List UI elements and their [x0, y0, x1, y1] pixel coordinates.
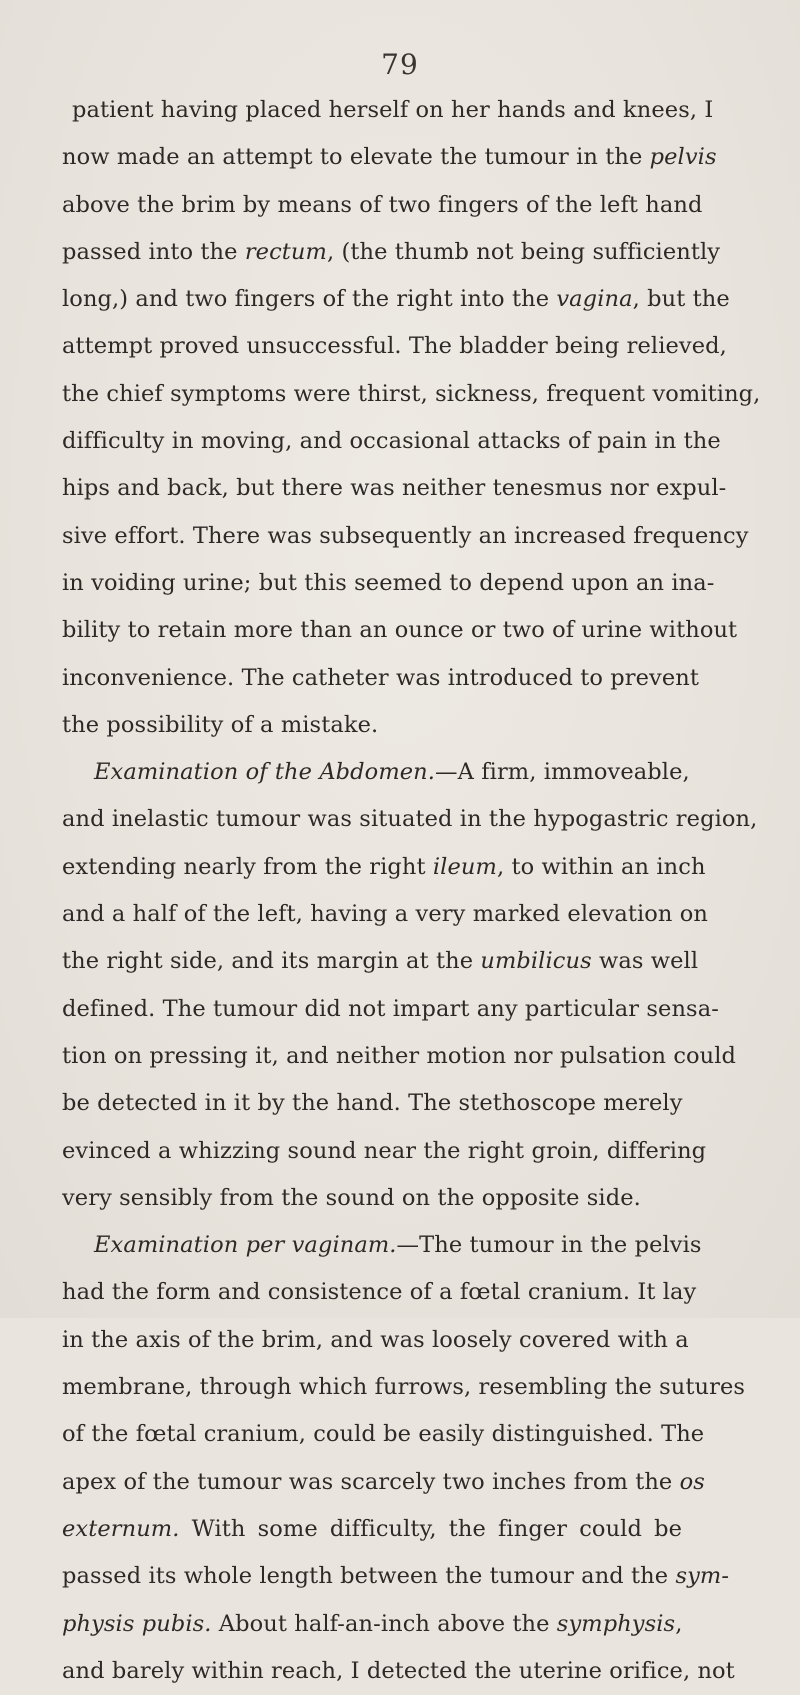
text-line: [62, 607, 738, 654]
text-line: [62, 655, 700, 702]
italic-text: vagina: [556, 286, 633, 313]
text-line: [62, 418, 721, 465]
text-line: [62, 702, 682, 749]
text-line: [62, 1317, 689, 1364]
italic-text: os: [679, 1468, 705, 1495]
italic-text: Examination of the Abdomen.: [94, 759, 436, 786]
text-segment: , to within an inch: [496, 853, 706, 880]
text-segment: hips and back, but there was neither tenesmus nor expul-: [62, 475, 727, 502]
text-line: [62, 1269, 697, 1316]
text-segment: in the axis of the brim, and was loosely covered with a: [62, 1326, 689, 1353]
text-line: [62, 229, 721, 276]
text-line: [62, 1459, 705, 1506]
text-segment: and inelastic tumour was situated in the hypogastric region,: [62, 806, 758, 833]
text-segment: the possibility of a mistake.: [62, 711, 379, 738]
text-segment: With some difficulty, the finger could be: [179, 1515, 682, 1542]
text-line: [62, 87, 714, 134]
text-segment: of the fœtal cranium, could be easily distinguished. The: [62, 1421, 705, 1448]
text-line: [62, 1175, 682, 1222]
text-segment: , (the thumb not being sufficiently: [326, 238, 721, 265]
text-line: [62, 371, 761, 418]
text-line: [62, 1222, 702, 1269]
text-line: [62, 134, 717, 181]
text-segment: extending nearly from the right: [62, 853, 433, 880]
text-segment: ,: [675, 1610, 683, 1637]
text-segment: had the form and consistence of a fœtal cranium. It lay: [62, 1279, 697, 1306]
text-segment: very sensibly from the sound on the opposite side.: [62, 1184, 641, 1211]
text-segment: be detected in it by the hand. The stethoscope merely: [62, 1090, 683, 1117]
text-segment: above the brim by means of two fingers of the left hand: [62, 191, 703, 218]
text-segment: passed its whole length between the tumour and the: [62, 1563, 676, 1590]
text-segment: the chief symptoms were thirst, sickness, frequent vomiting,: [62, 380, 761, 407]
italic-text: umbilicus: [480, 948, 592, 975]
text-segment: and a half of the left, having a very marked elevation on: [62, 901, 709, 928]
italic-text: rectum: [244, 238, 327, 265]
text-segment: was well: [591, 948, 699, 975]
text-line: [62, 323, 727, 370]
text-segment: apex of the tumour was scarcely two inches from the: [62, 1468, 680, 1495]
text-line: [62, 1033, 737, 1080]
text-segment: —The tumour in the pelvis: [396, 1232, 702, 1259]
text-line: [62, 938, 699, 985]
text-line: [62, 986, 719, 1033]
text-segment: patient having placed herself on her hands and knees, I: [72, 97, 714, 123]
italic-text: Examination per vaginam.: [94, 1232, 397, 1259]
text-segment: About half-an-inch above the: [211, 1610, 557, 1637]
text-line: [62, 1553, 730, 1600]
text-segment: long,) and two fingers of the right into the: [62, 286, 557, 313]
text-segment: the right side, and its margin at the: [62, 948, 481, 975]
italic-text: physis pubis.: [62, 1610, 212, 1637]
text-line: [62, 1648, 735, 1695]
text-segment: passed into the: [62, 238, 245, 265]
body-text: [62, 87, 761, 1695]
text-segment: defined. The tumour did not impart any particular sensa-: [62, 995, 719, 1022]
text-segment: difficulty in moving, and occasional attacks of pain in the: [62, 428, 721, 455]
text-segment: evinced a whizzing sound near the right groin, differing: [62, 1137, 707, 1164]
text-line: [62, 796, 758, 843]
text-line: [62, 276, 730, 323]
text-line: [62, 749, 690, 796]
page-number: 79: [381, 48, 419, 81]
text-segment: tion on pressing it, and neither motion nor pulsation could: [62, 1042, 737, 1069]
italic-text: pelvis: [649, 144, 717, 171]
text-segment: inconvenience. The catheter was introduced to prevent: [62, 664, 700, 691]
text-segment: now made an attempt to elevate the tumour in the: [62, 144, 650, 171]
text-line: [62, 1601, 682, 1648]
text-segment: —A firm, immoveable,: [435, 759, 690, 786]
text-line: [62, 1128, 707, 1175]
text-line: [62, 182, 703, 229]
text-segment: , but the: [632, 286, 730, 313]
text-line: [62, 891, 709, 938]
text-line: [62, 1411, 705, 1458]
italic-text: symphysis: [556, 1610, 676, 1637]
italic-text: externum.: [62, 1515, 180, 1542]
italic-text: ileum: [432, 853, 497, 880]
text-line: [62, 513, 749, 560]
text-segment: sive effort. There was subsequently an increased frequency: [62, 522, 749, 549]
text-line: [62, 1506, 682, 1553]
text-line: [62, 465, 727, 512]
italic-text: sym-: [675, 1563, 730, 1590]
text-line: [62, 1080, 682, 1127]
text-line: [62, 844, 706, 891]
text-segment: and barely within reach, I detected the uterine orifice, not: [62, 1657, 735, 1684]
text-segment: bility to retain more than an ounce or two of urine without: [62, 617, 738, 644]
text-line: [62, 560, 715, 607]
text-segment: attempt proved unsuccessful. The bladder being relieved,: [62, 333, 727, 360]
text-line: [62, 1364, 746, 1411]
text-segment: membrane, through which furrows, resembling the sutures: [62, 1374, 746, 1401]
text-segment: in voiding urine; but this seemed to depend upon an ina-: [62, 569, 715, 596]
